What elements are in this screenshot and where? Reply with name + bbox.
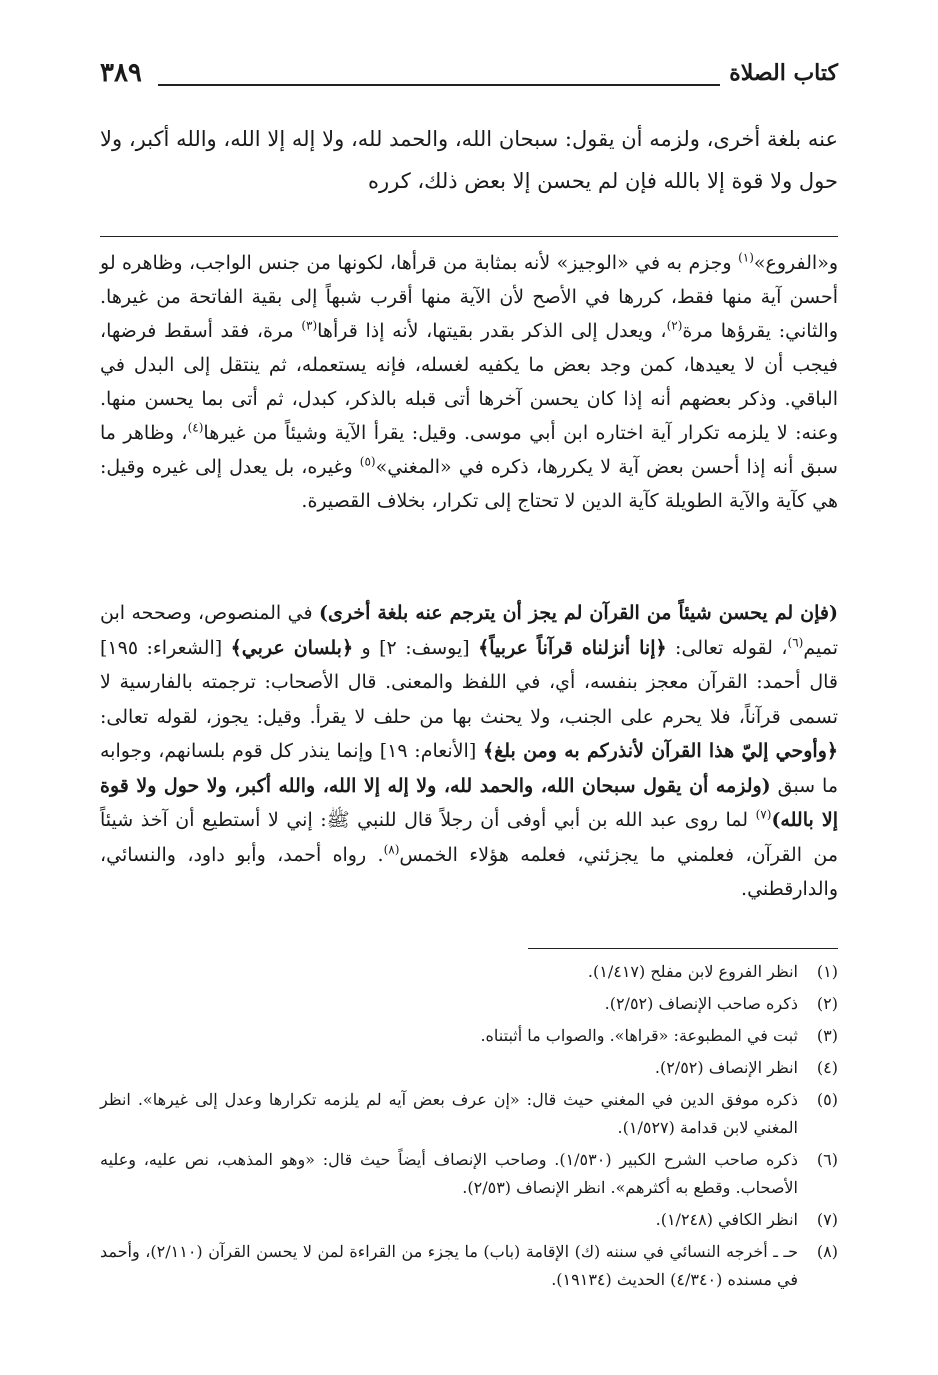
text-run: وجزم به في «الوجيز» لأنه بمثابة من قرأها، لكونها من جنس الواجب، وظاهره لو أحسن آية منها فقط، كررها في الأصح لأن الآية منها أقرب شبهاً إلى بقية الفاتحة من غيرها. والثاني: يقرؤها مرة — [100, 252, 839, 342]
text-run: ، وظاهر ما سبق أنه إذا أحسن بعض آية لا يكررها، ذكره في «المغني» — [100, 422, 838, 478]
footnote-item — [100, 958, 838, 986]
footnote-ref: (١) — [738, 250, 754, 265]
commentary-text — [100, 246, 838, 518]
footnote-item — [100, 1238, 838, 1294]
footnote-text: حـ ـ أخرجه النسائي في سننه (ك) الإقامة (باب) ما يجزء من القراءة لمن لا يحسن القرآن (٢/١١٠)، وأحمد في مسنده (٤/٣٤٠) الحديث (١٩١٣٤). — [100, 1242, 799, 1289]
footnote-number: (٢) — [816, 994, 838, 1013]
separator-rule — [100, 236, 838, 237]
footnote-ref: (٥) — [359, 454, 376, 469]
footnote-item — [100, 1146, 838, 1202]
text-run: لما روى عبد الله بن أبي أوفى أن رجلاً قال للنبي ﷺ: إني لا أستطيع أن آخذ شيئاً من القرآن، فعلمني ما يجزئني، فعلمه هؤلاء الخمس — [100, 809, 838, 866]
text-run: ، لقوله تعالى: — [666, 636, 788, 659]
footnote-text: ذكره موفق الدين في المغني حيث قال: «إن عرف بعض آيه لم يلزمه تكرارها وعدل إلى غيرها». انظر المغني لابن قدامة (١/٥٢٧). — [100, 1090, 798, 1137]
bold-text: (فإن لم يحسن شيئاً من القرآن لم يجز أن يترجم عنه بلغة أخرى) — [319, 602, 838, 624]
page-number: ٣٨٩ — [100, 58, 142, 88]
text-run: وغيره، بل يعدل إلى غيره وقيل: هي كآية والآية الطويلة كآية الدين لا تحتاج إلى تكرار، بخلاف القصيرة. — [100, 456, 838, 512]
footnote-ref: (٢) — [666, 318, 683, 333]
footnote-text: ذكره صاحب الشرح الكبير (١/٥٣٠). وصاحب الإنصاف أيضاً حيث قال: «وهو المذهب، نص عليه، وعليه الأصحاب. وقطع به أكثرهم». انظر الإنصاف (٢/٥٣). — [100, 1150, 798, 1197]
footnote-number: (٥) — [816, 1090, 838, 1109]
footnote-number: (١) — [816, 962, 838, 981]
bold-text: ﴿وأوحي إليّ هذا القرآن لأنذركم به ومن بلغ﴾ — [482, 740, 839, 762]
text-run: في المنصوص، وصححه ابن تميم — [100, 602, 838, 659]
text-run: . رواه أحمد، وأبو داود، والنسائي، والدارقطني. — [100, 843, 838, 900]
footnote-ref: (٦) — [787, 635, 804, 650]
text-run: ، ويعدل إلى الذكر بقدر بقيتها، لأنه إذا قرأها — [317, 320, 667, 342]
footnote-item — [100, 1054, 838, 1082]
text-run: و«الفروع» — [753, 252, 838, 274]
main-text-body — [100, 596, 838, 907]
running-header — [100, 60, 838, 90]
header-rule — [158, 84, 720, 86]
footnote-text: انظر الإنصاف (٢/٥٢). — [654, 1058, 798, 1077]
footnote-number: (٦) — [816, 1150, 838, 1169]
footnote-rule — [528, 948, 838, 949]
footnote-item — [100, 990, 838, 1018]
footnote-item — [100, 1086, 838, 1142]
footnote-text: انظر الكافي (١/٢٤٨). — [655, 1210, 798, 1229]
footnote-text: ثبت في المطبوعة: «قراها». والصواب ما أثبتناه. — [480, 1026, 798, 1045]
footnote-ref: (٨) — [383, 842, 400, 857]
footnote-text: انظر الفروع لابن مفلح (١/٤١٧). — [587, 962, 798, 981]
bold-text: (ولزمه أن يقول سبحان الله، والحمد لله، ولا إله إلا الله، والله أكبر، ولا حول ولا قوة إلا بالله) — [100, 774, 839, 831]
bold-text: ﴿إنا أنزلناه قرآناً عربياً﴾ — [478, 636, 667, 659]
footnotes — [100, 958, 838, 1298]
footnote-number: (٨) — [816, 1242, 838, 1261]
footnote-ref: (٧) — [755, 807, 772, 822]
text-run: [يوسف: ٢] و — [353, 636, 479, 659]
footnote-number: (٧) — [816, 1210, 838, 1229]
text-run: [الأنعام: ١٩] وإنما ينذر كل قوم بلسانهم، وجوابه ما سبق — [100, 740, 838, 797]
footnote-ref: (٤) — [187, 420, 204, 435]
footnote-text: ذكره صاحب الإنصاف (٢/٥٢). — [604, 994, 798, 1013]
footnote-item — [100, 1022, 838, 1050]
footnote-item — [100, 1206, 838, 1234]
footnote-ref: (٣) — [301, 318, 318, 333]
text-run: مرة، فقد أسقط فرضها، فيجب أن لا يعيدها، كمن وجد بعض ما يكفيه لغسله، فإنه يستعمله، ثم ينتقل إلى البدل في الباقي. وذكر بعضهم أنه إذا كان يحسن آخرها أتى قبله بالذكر، كبدل، ثم أتى بما يحسن منها. وعنه: لا يلزمه تكرار آية اختاره ابن أبي موسى. وقيل: يقرأ الآية وشيئاً من غيرها — [100, 320, 838, 444]
footnote-number: (٤) — [816, 1058, 838, 1077]
main-text-top: عنه بلغة أخرى، ولزمه أن يقول: سبحان الله، والحمد لله، ولا إله إلا الله، والله أكبر، ولا حول ولا قوة إلا بالله فإن لم يحسن إلا بعض ذلك، كرره — [100, 127, 838, 193]
bold-text: ﴿بلسان عربي﴾ — [230, 636, 354, 659]
footnote-number: (٣) — [816, 1026, 838, 1045]
chapter-title: كتاب الصلاة — [729, 60, 838, 86]
text-run: [الشعراء: ١٩٥] قال أحمد: القرآن معجز بنفسه، أي، في اللفظ والمعنى. قال الأصحاب: ترجمته بالفارسية لا تسمى قرآناً، فلا يحرم على الجنب، ولا يحنث بها من حلف لا يقرأ. وقيل: يجوز، لقوله تعالى: — [100, 636, 838, 728]
